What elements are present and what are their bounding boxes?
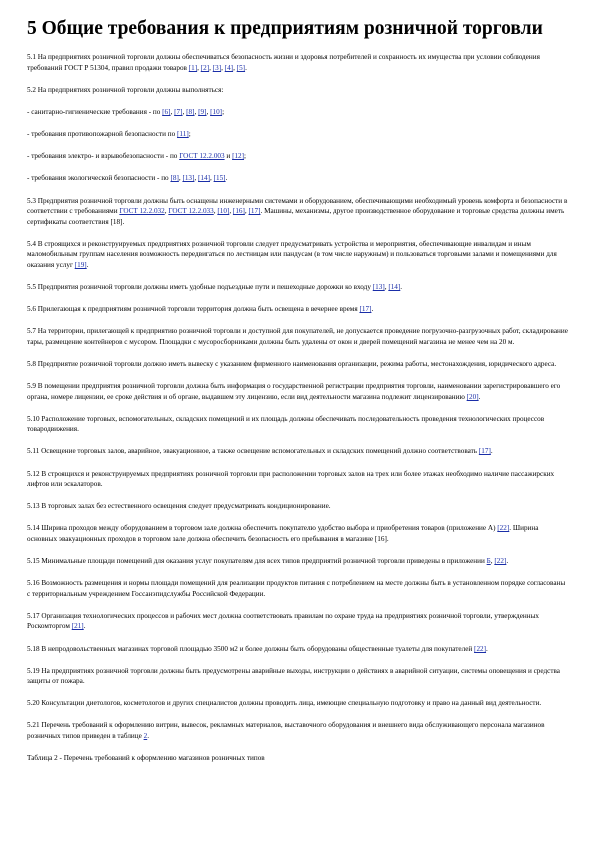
paragraph-tail: .	[245, 64, 247, 73]
paragraph	[27, 611, 568, 632]
reference-link[interactable]: [14]	[198, 174, 210, 183]
paragraph-tail: .	[400, 283, 403, 292]
reference-link[interactable]: [22]	[494, 557, 507, 566]
reference-link[interactable]: [5]	[236, 64, 246, 73]
reference-link[interactable]: [20]	[466, 392, 479, 401]
reference-link[interactable]: [2]	[200, 64, 210, 73]
paragraph	[27, 85, 568, 96]
paragraph-text: 5.14 Ширина проходов между оборудованием в торговом зале должна обеспечить покупателю удобство выбора и приобретения товаров (приложение А)	[27, 524, 498, 533]
paragraph-text: 5.11 Освещение торговых залов, аварийное, эвакуационное, а также освещение вспомогательных и складских помещений должно соответствовать	[27, 447, 479, 456]
paragraph-text: 5.8 Предприятие розничной торговли должно иметь вывеску с указанием фирменного наименования организации, режима работы, местонахождения, юридического адреса.	[27, 360, 557, 369]
paragraph-text: 5.2 На предприятиях розничной торговли должны выполняться:	[27, 86, 224, 95]
reference-link[interactable]: [12]	[232, 152, 245, 161]
reference-link[interactable]: [6]	[162, 108, 171, 117]
reference-link[interactable]: [14]	[388, 283, 401, 292]
reference-link[interactable]: [17]	[478, 447, 491, 456]
paragraph	[27, 304, 568, 315]
reference-link[interactable]: [11]	[177, 130, 189, 139]
paragraph-text: 5.6 Прилегающая к предприятиям розничной торговли территория должна быть освещена в вечернее время	[27, 305, 360, 314]
reference-link[interactable]: [8]	[186, 108, 195, 117]
reference-link[interactable]: ГОСТ 12.2.032	[119, 207, 165, 216]
paragraph	[27, 326, 568, 347]
paragraph	[27, 469, 568, 490]
paragraph-tail: .	[147, 731, 149, 740]
paragraph-text: 5.20 Консультации диетологов, косметологов и других специалистов должны проводить лица, имеющие специальную подготовку и право на данный вид деятельности.	[27, 699, 542, 708]
paragraph-tail: .	[478, 392, 481, 401]
table-caption: Таблица 2 - Перечень требований к оформлению магазинов розничных типов	[27, 754, 265, 763]
paragraph	[27, 239, 568, 271]
paragraph-text: 5.21 Перечень требований к оформлению витрин, вывесок, рекламных материалов, выставочного оборудования и внешнего вида обслуживающего персонала магазинов розничных типов приведен в таблице	[27, 721, 545, 740]
paragraph	[27, 381, 568, 402]
reference-link[interactable]: [21]	[71, 622, 84, 631]
paragraph-text: 5.3 Предприятия розничной торговли должны быть оснащены инженерными системами и оборудованием, обеспечивающими необходимый уровень комфорта и безопасности в соответствии с требованиями	[27, 196, 568, 216]
paragraph-text: 5.13 В торговых залах без естественного освещения следует предусматривать кондиционирование.	[27, 502, 331, 511]
paragraph	[27, 523, 568, 544]
paragraph	[27, 720, 568, 741]
reference-link[interactable]: [9]	[198, 108, 207, 117]
reference-link[interactable]: [1]	[188, 64, 198, 73]
paragraph: 5.5 Предприятия розничной торговли должны иметь удобные подъездные пути и пешеходные дорожки ко входу [13], [14].	[27, 283, 403, 292]
paragraph	[27, 414, 568, 435]
paragraph-tail: .	[86, 261, 89, 270]
reference-link[interactable]: [19]	[74, 261, 87, 270]
paragraph	[27, 644, 568, 655]
paragraph-tail: . Машины, механизмы, другое производственное оборудование и торговые средства должны иметь сертификаты соответствия [18].	[27, 207, 565, 226]
paragraph: - требования электро- и взрывобезопасности - по ГОСТ 12.2.003 и [12];	[27, 152, 247, 161]
paragraph-text: 5.4 В строящихся и реконструируемых предприятиях розничной торговли следует предусматривать устройства и мероприятия, обеспечивающие инвалидам и иным маломобильным группам населения возможность передвигаться по лестницам или пандусам (в том числе наружным) и пользоваться торговыми залами и помещениями для оказания услуг	[27, 239, 557, 270]
paragraph	[27, 446, 568, 457]
paragraph-text: 5.18 В непродовольственных магазинах торговой площадью 3500 м2 и более должны быть оборудованы общественные туалеты для покупателей	[27, 644, 475, 653]
reference-link[interactable]: [13]	[182, 174, 195, 183]
document-page	[27, 18, 568, 764]
reference-link[interactable]: Б	[486, 557, 491, 566]
paragraph-tail: .	[486, 644, 488, 653]
reference-link[interactable]: [3]	[212, 64, 222, 73]
paragraph-tail: . Ширина основных эвакуационных проходов в торговом зале должна обеспечить безопасность его пребывания в магазине [16].	[27, 524, 539, 543]
paragraph-text: 5.10 Расположение торговых, вспомогательных, складских помещений и их площадь должны обеспечивать последовательность проведения технологических процессов товародвижения.	[27, 414, 545, 434]
paragraph-text: 5.7 На территории, прилегающей к предприятию розничной торговли и доступной для покупателей, не допускается проведение погрузочно-разгрузочных работ, складирование тары, размещение контейнеров с мусором. Площадки с мусоросборниками должны быть удалены от окон и дверей помещений магазина не менее чем на 20 м.	[27, 327, 568, 346]
reference-link[interactable]: [8]	[170, 174, 179, 183]
paragraph-text: 5.19 На предприятиях розничной торговли должны быть предусмотрены аварийные выходы, инструкции о действиях в аварийной ситуации, системы оповещения и средства защиты от пожара.	[27, 666, 560, 686]
section-title: 5 Общие требования к предприятиям розничной торговли	[27, 18, 543, 39]
paragraph-text: 5.16 Возможность размещения и нормы площади помещений для реализации продуктов питания с потреблением на месте должны быть в установленном порядке согласованы с территориальным учреждением Госсанэпидслужбы Российской Федерации.	[27, 579, 566, 598]
paragraph-tail: .	[506, 557, 509, 566]
reference-link[interactable]: [22]	[497, 524, 510, 533]
paragraph-text: 5.1 На предприятиях розничной торговли должны обеспечиваться безопасность жизни и здоровья потребителей и сохранность их имущества при условии соблюдения требований ГОСТ Р 51304, правил продажи товаров	[27, 53, 540, 73]
reference-link[interactable]: ГОСТ 12.2.003	[179, 152, 225, 161]
paragraph	[27, 698, 568, 709]
paragraph-text: - требования противопожарной безопасности по	[27, 130, 177, 139]
reference-link[interactable]: [17]	[248, 207, 261, 216]
paragraph	[27, 129, 568, 140]
reference-link[interactable]: [7]	[174, 108, 183, 117]
paragraph-text: - требования экологической безопасности - по	[27, 174, 171, 183]
paragraph-tail: .	[225, 174, 228, 183]
section-body	[27, 52, 568, 741]
paragraph-tail: .	[490, 447, 493, 456]
paragraph-tail: ;	[222, 108, 225, 117]
paragraph-tail: ;	[244, 152, 247, 161]
reference-link[interactable]: [17]	[359, 305, 372, 314]
paragraph: 5.1 На предприятиях розничной торговли должны обеспечиваться безопасность жизни и здоровья потребителей и сохранность их имущества при условии соблюдения требований ГОСТ Р 51304, правил продажи товаров [1], [2], [3], [4], [5].	[27, 53, 540, 73]
reference-link[interactable]: [16]	[232, 207, 245, 216]
paragraph: 5.15 Минимальные площади помещений для оказания услуг покупателям для всех типов предприятий розничной торговли приведены в приложении Б, [22].	[27, 557, 509, 566]
reference-link[interactable]: [10]	[217, 207, 230, 216]
reference-link[interactable]: 2	[143, 731, 148, 740]
paragraph: 5.3 Предприятия розничной торговли должны быть оснащены инженерными системами и оборудованием, обеспечивающими необходимый уровень комфорта и безопасности в соответствии с требованиями ГОСТ 12.2.032, ГОСТ 12.2.033, [10], [16], [17]. Машины, механизмы, другое производственное оборудование и торговые средства должны иметь сертификаты соответствия [18].	[27, 196, 568, 226]
reference-link[interactable]: [4]	[224, 64, 234, 73]
paragraph-text: 5.5 Предприятия розничной торговли должны иметь удобные подъездные пути и пешеходные дорожки ко входу	[27, 283, 373, 292]
reference-link[interactable]: [10]	[210, 108, 223, 117]
reference-link[interactable]: [22]	[474, 644, 487, 653]
paragraph	[27, 666, 568, 687]
paragraph-text: 5.15 Минимальные площади помещений для оказания услуг покупателям для всех типов предприятий розничной торговли приведены в приложении	[27, 557, 487, 566]
paragraph-tail: ;	[188, 130, 191, 139]
paragraph: - санитарно-гигиенические требования - по [6], [7], [8], [9], [10];	[27, 108, 225, 117]
paragraph	[27, 501, 568, 512]
paragraph-tail: .	[83, 622, 86, 631]
reference-link[interactable]: ГОСТ 12.2.033	[168, 207, 214, 216]
paragraph-text: 5.9 В помещении предприятия розничной торговли должна быть информация о государственной регистрации предприятия торговли, наименовании зарегистрировавшего его органа, номере лицензии, ее сроке действия и об органе, выдавшем эту лицензию, если вид деятельности магазина подлежит лицензированию	[27, 382, 561, 401]
paragraph	[27, 359, 568, 370]
paragraph-text: - санитарно-гигиенические требования - по	[27, 108, 163, 117]
paragraph	[27, 578, 568, 599]
paragraph-text: 5.17 Организация технологических процессов и рабочих мест должна соответствовать правилам по охране труда на предприятиях розничной торговли, утвержденных Роскомторгом	[27, 611, 540, 631]
reference-link[interactable]: [15]	[213, 174, 226, 183]
paragraph-text: - требования электро- и взрывобезопасности - по	[27, 152, 180, 161]
paragraph-text: 5.12 В строящихся и реконструируемых предприятиях розничной торговли при расположении торговых залов на трех или более этажах необходимо наличие пассажирских лифтов или эскалаторов.	[27, 469, 555, 489]
paragraph: - требования экологической безопасности - по [8], [13], [14], [15].	[27, 174, 228, 183]
reference-link[interactable]: [13]	[372, 283, 385, 292]
paragraph-tail: .	[371, 305, 374, 314]
